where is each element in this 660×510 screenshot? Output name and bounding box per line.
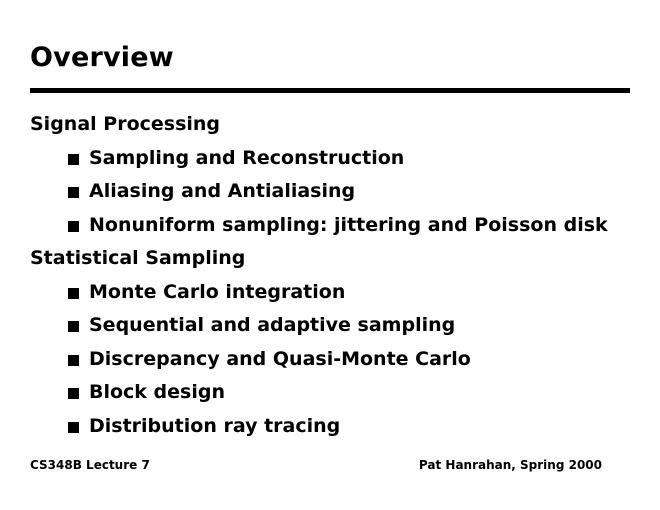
bullet-item-label: Block design xyxy=(89,381,225,403)
square-bullet-icon xyxy=(68,288,79,299)
bullet-item-monte-carlo xyxy=(30,276,640,310)
square-bullet-icon xyxy=(68,187,79,198)
bullet-item-label: Discrepancy and Quasi-Monte Carlo xyxy=(89,347,471,370)
square-bullet-icon xyxy=(68,321,79,332)
bullet-item-label: Sampling and Reconstruction xyxy=(89,146,405,169)
section-heading-statistical-sampling: Statistical Sampling xyxy=(30,247,246,269)
bullet-item-distribution-ray-tracing xyxy=(30,410,640,444)
square-bullet-icon xyxy=(68,422,79,433)
bullet-item-discrepancy xyxy=(30,343,640,377)
bullet-item-nonuniform-sampling xyxy=(30,209,640,243)
bullet-item-sequential-adaptive xyxy=(30,309,640,343)
bullet-item-sampling-reconstruction xyxy=(30,142,640,176)
bullet-item-label: Distribution ray tracing xyxy=(89,414,341,437)
square-bullet-icon xyxy=(68,355,79,366)
bullet-item-label: Monte Carlo integration xyxy=(89,280,346,303)
slide-content xyxy=(30,108,640,443)
title-rule xyxy=(30,88,630,93)
slide-title: Overview xyxy=(30,42,174,73)
bullet-item-label: Aliasing and Antialiasing xyxy=(89,180,356,202)
footer-course-label: CS348B Lecture 7 xyxy=(30,458,150,472)
footer-author-label: Pat Hanrahan, Spring 2000 xyxy=(418,458,602,472)
bullet-item-label: Nonuniform sampling: jittering and Poisson disk xyxy=(89,213,608,236)
bullet-item-aliasing-antialiasing xyxy=(30,175,640,209)
bullet-item-label: Sequential and adaptive sampling xyxy=(89,314,456,336)
square-bullet-icon xyxy=(68,388,79,399)
section-heading-signal-processing: Signal Processing xyxy=(30,113,221,135)
bullet-item-block-design xyxy=(30,376,640,410)
square-bullet-icon xyxy=(68,154,79,165)
square-bullet-icon xyxy=(68,221,79,232)
